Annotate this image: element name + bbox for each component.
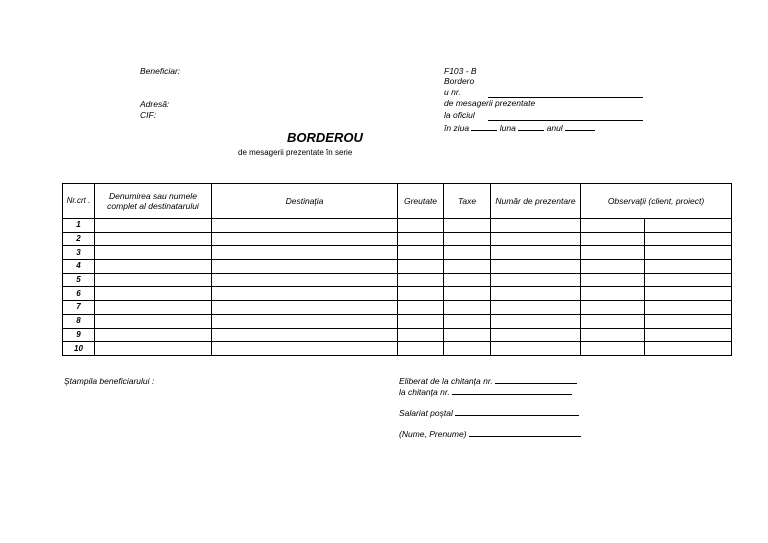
table-cell[interactable] [95,287,212,301]
table-cell[interactable] [645,246,732,260]
table-cell[interactable] [212,301,398,315]
table-cell[interactable] [398,314,444,328]
table-cell[interactable] [212,342,398,356]
table-cell[interactable] [398,232,444,246]
nume-label: (Nume, Prenume) [399,429,467,439]
table-cell[interactable] [491,287,581,301]
table-cell[interactable] [581,287,645,301]
table-cell[interactable] [581,219,645,233]
table-row [63,246,732,260]
header-taxe: Taxe [444,184,491,219]
table-cell[interactable] [444,246,491,260]
table-cell[interactable] [398,260,444,274]
table-cell[interactable] [491,273,581,287]
table-cell[interactable] [581,342,645,356]
table-cell[interactable] [398,273,444,287]
header-greutate: Greutate [398,184,444,219]
salariat-line [455,415,579,416]
chitanta-label: la chitanţa nr. [399,387,450,397]
table-cell[interactable] [581,273,645,287]
table-cell[interactable] [398,342,444,356]
row-number: 4 [63,260,95,274]
oficiul-line [488,120,643,121]
bordero-table [62,183,732,356]
table-cell[interactable] [491,328,581,342]
unr-label: u nr. [444,87,461,97]
table-cell[interactable] [444,260,491,274]
row-number: 8 [63,314,95,328]
table-cell[interactable] [444,232,491,246]
table-cell[interactable] [95,260,212,274]
table-cell[interactable] [645,301,732,315]
table-cell[interactable] [212,287,398,301]
table-cell[interactable] [212,314,398,328]
table-cell[interactable] [95,328,212,342]
table-cell[interactable] [581,301,645,315]
table-row [63,232,732,246]
table-header-row [63,184,732,219]
table-cell[interactable] [491,342,581,356]
anul-line [565,130,595,131]
header-numar: Număr de prezentare [491,184,581,219]
header-denumire: Denumirea sau numele complet al destinatarului [95,184,212,219]
table-cell[interactable] [645,287,732,301]
date-field [444,123,595,134]
beneficiar-label: Beneficiar: [140,66,181,76]
table-row [63,260,732,274]
table-cell[interactable] [491,219,581,233]
table-cell[interactable] [491,314,581,328]
table-cell[interactable] [398,301,444,315]
mesagerii-label: de mesagerii prezentate [444,98,536,108]
table-cell[interactable] [645,342,732,356]
table-cell[interactable] [645,232,732,246]
salariat-field [399,408,579,419]
table-cell[interactable] [212,260,398,274]
ziua-line [471,130,497,131]
table-cell[interactable] [444,301,491,315]
stampila-label: Ştampila beneficiarului : [64,376,155,386]
table-cell[interactable] [444,287,491,301]
table-cell[interactable] [581,232,645,246]
table-cell[interactable] [491,301,581,315]
row-number: 7 [63,301,95,315]
table-cell[interactable] [95,232,212,246]
document-subtitle: de mesagerii prezentate în serie [238,148,353,157]
table-cell[interactable] [581,246,645,260]
luna-label: luna [499,123,516,133]
row-number: 9 [63,328,95,342]
salariat-label: Salariat poştal [399,408,453,418]
eliberat-line [495,383,577,384]
row-number: 10 [63,342,95,356]
table-cell[interactable] [645,273,732,287]
document-title: BORDEROU [287,130,363,145]
luna-line [518,130,544,131]
table-row [63,328,732,342]
row-number: 3 [63,246,95,260]
unr-field [444,87,461,98]
row-number: 2 [63,232,95,246]
table-cell[interactable] [581,328,645,342]
table-cell[interactable] [491,246,581,260]
nume-line [469,436,581,437]
table-cell[interactable] [398,328,444,342]
row-number: 5 [63,273,95,287]
form-code: F103 - B [444,66,477,76]
table-cell[interactable] [645,219,732,233]
oficiul-label: la oficiul [444,110,475,120]
table-row [63,301,732,315]
table-cell[interactable] [212,328,398,342]
eliberat-field [399,376,577,387]
table-row [63,219,732,233]
table-cell[interactable] [95,219,212,233]
table-cell[interactable] [444,328,491,342]
table-cell[interactable] [398,219,444,233]
row-number: 1 [63,219,95,233]
table-cell[interactable] [95,301,212,315]
table-row [63,273,732,287]
header-destinatia: Destinaţia [212,184,398,219]
table-row [63,342,732,356]
table-cell[interactable] [398,246,444,260]
table-cell[interactable] [645,260,732,274]
table-cell[interactable] [212,219,398,233]
header-observatii: Observaţii (client, proiect) [581,184,732,219]
table-cell[interactable] [444,219,491,233]
chitanta-line [452,394,572,395]
table-cell[interactable] [212,273,398,287]
table-cell[interactable] [444,314,491,328]
table-cell[interactable] [95,273,212,287]
table-cell[interactable] [645,328,732,342]
table-cell[interactable] [95,314,212,328]
table-cell[interactable] [95,246,212,260]
table-cell[interactable] [581,260,645,274]
chitanta-field [399,387,572,398]
adresa-label: Adresă: [140,99,170,109]
eliberat-label: Eliberat de la chitanţa nr. [399,376,493,386]
table-cell[interactable] [444,342,491,356]
table-cell[interactable] [444,273,491,287]
table-cell[interactable] [212,246,398,260]
nume-field [399,429,581,440]
table-cell[interactable] [491,260,581,274]
table-cell[interactable] [398,287,444,301]
cif-label: CIF: [140,110,157,120]
table-cell[interactable] [581,314,645,328]
table-cell[interactable] [212,232,398,246]
table-cell[interactable] [95,342,212,356]
table-cell[interactable] [491,232,581,246]
table-cell[interactable] [645,314,732,328]
header-nr: Nr.crt . [63,184,95,219]
anul-label: anul [546,123,563,133]
bordero-label: Bordero [444,76,475,86]
row-number: 6 [63,287,95,301]
table-row [63,287,732,301]
table-row [63,314,732,328]
ziua-label: în ziua [444,123,470,133]
